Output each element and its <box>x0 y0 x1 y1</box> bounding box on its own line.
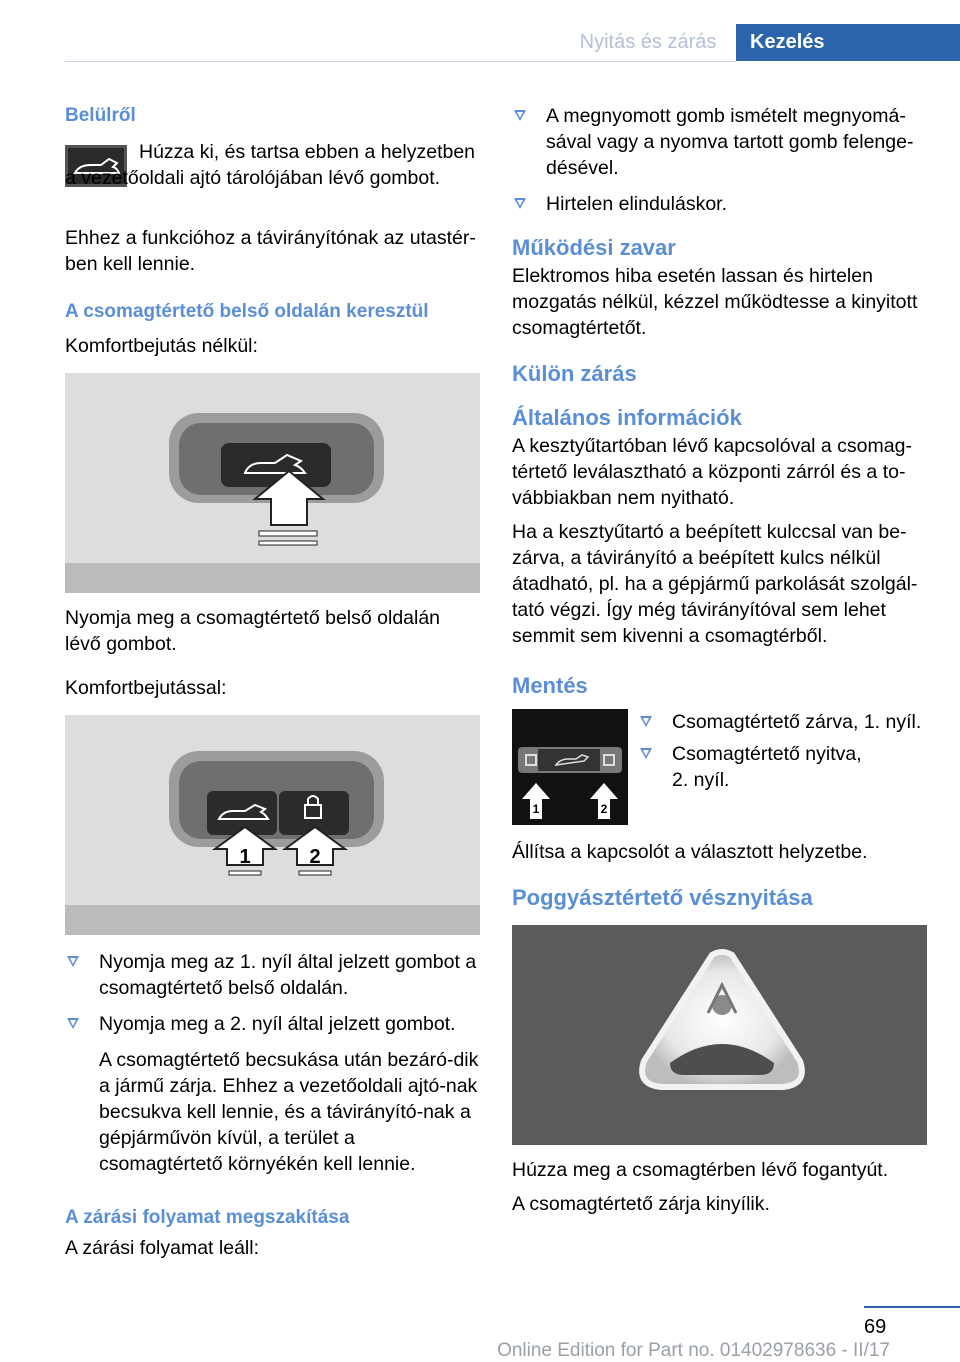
heading-altalanos: Általános információk <box>512 405 742 430</box>
heading-mukodesi-zavar: Működési zavar <box>512 235 676 260</box>
paragraph-6: A csomagtértető becsukása után bezáró-dik a jármű zárja. Ehhez a vezetőoldali ajtó-nak becsukva kell lennie, és a távirányító-nak a gépjárművön kívül, a terület a csomagtértető környékén kell lennie. <box>99 1049 479 1175</box>
bullet-triangle-icon <box>514 198 526 209</box>
trunk-buttons-figure <box>65 715 480 935</box>
page-number: 69 <box>864 1316 887 1338</box>
figure-label-2: 2 <box>309 846 321 868</box>
list-item <box>65 949 480 1001</box>
right-paragraph-4: Állítsa a kapcsolót a választott helyzetbe. <box>512 841 868 863</box>
list-item-text: A megnyomott gomb ismételt megnyomá-sával vagy a nyomva tartott gomb felenge-désével. <box>546 105 914 179</box>
mentes-block <box>512 709 927 827</box>
mentes-label-2: 2 <box>600 802 608 816</box>
paragraph-5: Komfortbejutással: <box>65 677 227 699</box>
list-item-text: Hirtelen elinduláskor. <box>546 193 728 215</box>
header-section: Nyitás és zárás <box>579 31 717 53</box>
right-paragraph-1: Elektromos hiba esetén lassan és hirtelen mozgatás nélkül, kézzel működtesse a kinyitott csomagtértetőt. <box>512 265 918 339</box>
list-item-text: Csomagtértető nyitva, 2. nyíl. <box>672 743 862 791</box>
trunk-button-figure <box>65 373 480 593</box>
list-item <box>638 741 928 793</box>
left-column <box>65 103 480 1261</box>
header-tab: Kezelés <box>736 24 960 61</box>
right-paragraph-6: A csomagtértető zárja kinyílik. <box>512 1193 770 1215</box>
right-paragraph-2: A kesztyűtartóban lévő kapcsolóval a csomag-tértető leválasztható a központi zárról és a to-vábbiakban nem nyitható. <box>512 435 912 509</box>
bullet-triangle-icon <box>514 110 526 121</box>
left-list <box>65 949 480 1177</box>
list-item-text: Nyomja meg az 1. nyíl által jelzett gombot a csomagtértető belső oldalán. <box>99 951 477 999</box>
paragraph-4: Nyomja meg a csomagtértető belső oldalán lévő gombot. <box>65 607 441 655</box>
emergency-release-figure <box>512 925 927 1145</box>
bullet-triangle-icon <box>640 748 652 759</box>
bullet-triangle-icon <box>67 956 79 967</box>
paragraph-1: Húzza ki, és tartsa ebben a helyzetben a vezetőoldali ajtó tárolójában lévő gombot. <box>65 141 476 189</box>
heading-belulrol: Belülről <box>65 105 136 126</box>
heading-kulon-zaras: Külön zárás <box>512 361 637 386</box>
mentes-label-1: 1 <box>532 802 540 816</box>
footer-edition: Online Edition for Part no. 01402978636 - II/17 <box>497 1340 890 1361</box>
right-paragraph-5: Húzza meg a csomagtérben lévő fogantyút. <box>512 1159 889 1181</box>
list-item-text: Csomagtértető zárva, 1. nyíl. <box>672 711 922 733</box>
list-item-text: Nyomja meg a 2. nyíl által jelzett gombot. <box>99 1013 456 1035</box>
right-paragraph-3: Ha a kesztyűtartó a beépített kulccsal van be-zárva, a távirányító a beépített kulcs nélkül átadható, pl. ha a gépjármű parkolását szolgál-tató végzi. Így még távirányítóval sem lehet semmit sem kivenni a csomagtérből. <box>512 521 918 647</box>
glovebox-switch-figure <box>512 709 628 825</box>
page-number-rule <box>864 1306 960 1308</box>
heading-csomagterteto: A csomagtértető belső oldalán keresztül <box>65 301 429 322</box>
list-item <box>638 709 928 735</box>
paragraph-3: Komfortbejutás nélkül: <box>65 335 258 357</box>
list-item <box>512 191 927 217</box>
figure-label-1: 1 <box>239 846 251 868</box>
list-item <box>512 103 927 181</box>
heading-zarasi: A zárási folyamat megszakítása <box>65 1207 350 1228</box>
list-item <box>65 1011 480 1037</box>
bullet-triangle-icon <box>67 1018 79 1029</box>
heading-poggyaszterteto: Poggyásztértető vésznyitása <box>512 885 813 910</box>
right-column <box>512 103 927 1217</box>
paragraph-7: A zárási folyamat leáll: <box>65 1237 260 1259</box>
intro-block <box>65 139 480 209</box>
mentes-list <box>638 709 928 793</box>
heading-mentes: Mentés <box>512 673 588 698</box>
header-rule <box>65 61 736 62</box>
bullet-triangle-icon <box>640 716 652 727</box>
paragraph-2: Ehhez a funkcióhoz a távirányítónak az utastér-ben kell lennie. <box>65 227 476 275</box>
